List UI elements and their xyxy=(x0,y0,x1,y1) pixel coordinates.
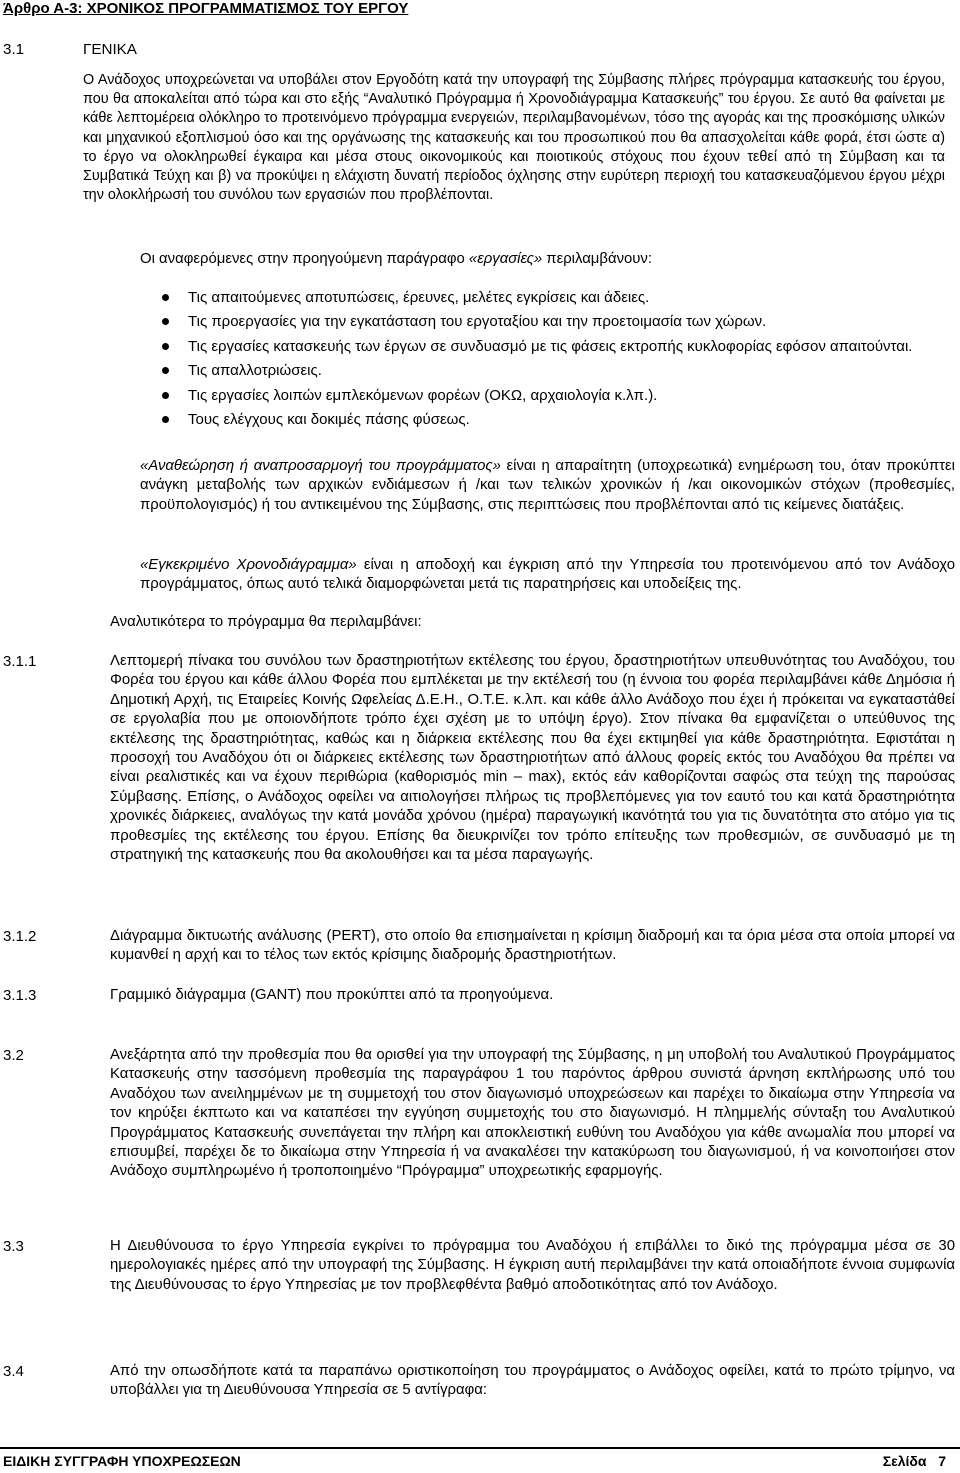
approved-term: «Εγκεκριμένο Χρονοδιάγραμμα» xyxy=(140,557,357,573)
bullet-icon xyxy=(162,318,169,325)
works-lead xyxy=(140,250,940,269)
item-3-2-text: Ανεξάρτητα από την προθεσμία που θα ορισθεί για την υπογραφή της Σύμβασης, η μη υποβολή του Αναλυτικού Προγράμματος Κατασκευής στην τασσόμενη προθεσμία της παραγράφου 1 του παρόντος άρθρου συνιστά άρνηση εκπλήρωσης υπό του Αναδόχου των ανειλημμένων με τη συμμετοχή του στον διαγωνισμό υποχρεώσεων και παρέχει το δικαίωμα στην Υπηρεσία να τον κηρύξει έκπτωτο και να καταπέσει την εγγύηση συμμετοχής του στο διαγωνισμό. Η πλημμελής σύνταξη του Αναλυτικού Προγράμματος Κατασκευής συνεπάγεται την πλήρη και αποκλειστική ευθύνη του Αναδόχου για κάθε ανωμαλία που μπορεί να επισυμβεί, παρέχει δε το δικαίωμα στην Υπηρεσία ή να ανακαλέσει την κατακύρωση του διαγωνισμού, ή να κοινοποιήσει στον Ανάδοχο συμπληρωμένο ή τροποποιημένο “Πρόγραμμα” υποχρεωτικής εφαρμογής. xyxy=(110,1047,955,1180)
section-number: 3.1 xyxy=(3,41,25,58)
works-list xyxy=(140,288,940,429)
works-lead-post: περιλαμβάνουν: xyxy=(542,251,653,267)
list-item: Τις απαλλοτριώσεις. xyxy=(140,361,940,380)
item-3-3-text: Η Διευθύνουσα το έργο Υπηρεσία εγκρίνει το πρόγραμμα του Αναδόχου ή επιβάλλει το δικό της πρόγραμμα μέσα σε 30 ημερολογιακές ημέρες από την υπογραφή της Σύμβασης. Η έγκριση αυτή περιλαμβάνει την κατά οποιαδήποτε έννοια συμφωνία της Διευθύνουσας το έργο Υπηρεσίας με τον προβλεφθέντα βαθμό αποδοτικότητας από τον Ανάδοχο. xyxy=(110,1238,955,1293)
page-number: 7 xyxy=(938,1453,946,1469)
bullet-icon xyxy=(162,367,169,374)
bullet-icon xyxy=(162,416,169,423)
revision-text: είναι η απαραίτητη (υποχρεωτικά) ενημέρωση του, όταν προκύπτει ανάγκη μεταβολής των αρχικών ενδιάμεσων ή /και των τελικών χρονικών ή /και οικονομικών στόχων (προθεσμίες, προϋπολογισμός) ή του αντικειμένου της Σύμβασης, στις περιπτώσεις που προβλέπονται από τις κείμενες διατάξεις. xyxy=(140,458,955,513)
page-label: Σελίδα xyxy=(882,1453,927,1469)
item-number: 3.1.1 xyxy=(3,653,37,670)
item-3-4-text: Από την οπωσδήποτε κατά τα παραπάνω οριστικοποίηση του προγράμματος ο Ανάδοχος οφείλει, κατά το πρώτο τρίμηνο, να υποβάλλει για τη Διευθύνουσα Υπηρεσία σε 5 αντίγραφα: xyxy=(110,1363,955,1399)
revision-paragraph xyxy=(140,457,955,515)
footer-page xyxy=(883,1452,946,1470)
item-number: 3.4 xyxy=(3,1363,24,1380)
approved-text: είναι η αποδοχή και έγκριση από την Υπηρεσία του προτεινόμενου από τον Ανάδοχο προγράμματος, όπως αυτό τελικά διαμορφώνεται μετά τις παρατηρήσεις και υποδείξεις της. xyxy=(140,557,955,593)
footer-title: ΕΙΔΙΚΗ ΣΥΓΓΡΑΦΗ ΥΠΟΧΡΕΩΣΕΩΝ xyxy=(3,1453,241,1469)
list-item: Τις απαιτούμενες αποτυπώσεις, έρευνες, μελέτες εγκρίσεις και άδειες. xyxy=(140,288,940,307)
includes-lead: Αναλυτικότερα το πρόγραμμα θα περιλαμβάνει: xyxy=(110,614,422,630)
item-number: 3.3 xyxy=(3,1238,24,1255)
bullet-icon xyxy=(162,343,169,350)
list-item: Τους ελέγχους και δοκιμές πάσης φύσεως. xyxy=(140,410,940,429)
section-heading: ΓΕΝΙΚΑ xyxy=(83,41,137,58)
footer-divider xyxy=(0,1447,960,1449)
item-3-1-3-text: Γραμμικό διάγραμμα (GANT) που προκύπτει από τα προηγούμενα. xyxy=(110,987,554,1003)
works-lead-term: «εργασίες» xyxy=(468,251,543,267)
item-number: 3.1.2 xyxy=(3,928,37,945)
intro-text: Ο Ανάδοχος υποχρεώνεται να υποβάλει στον Εργοδότη κατά την υπογραφή της Σύμβασης πλήρες πρόγραμμα κατασκευής του έργου, που θα αποκαλείται από τώρα και στο εξής “Αναλυτικό Πρόγραμμα ή Χρονοδιάγραμμα Κατασκευής” του έργου. xyxy=(83,72,945,108)
intro-continuation: Σε αυτό θα φαίνεται με κάθε λεπτομέρεια ολόκληρο το προτεινόμενο πρόγραμμα ενεργειών, περιλαμβανομένων, τόσο της αγοράς και της προσκόμισης υλικών και μηχανικού εξοπλισμού όσο και της οργάνωσης της κατασκευής και του προσωπικού που θα απασχολείται κάθε φορά, έτσι ώστε α) το έργο να ολοκληρωθεί έγκαιρα και μέσα στους οικονομικούς και ποιοτικούς στόχους που έχουν τεθεί από τη Σύμβαση και τα Συμβατικά Τεύχη και β) να προκύψει η ελάχιστη δυνατή περίοδος όχλησης στην ευρύτερη περιοχή του κατασκευαζόμενου έργου μέχρι την ολοκλήρωσή του συνόλου των εργασιών που προβλέπονται. xyxy=(83,91,946,204)
bullet-icon xyxy=(162,392,169,399)
approved-paragraph xyxy=(140,556,955,595)
item-number: 3.2 xyxy=(3,1047,24,1064)
list-item: Τις εργασίες κατασκευής των έργων σε συνδυασμό με τις φάσεις εκτροπής κυκλοφορίας εφόσον απαιτούνται. xyxy=(140,337,940,356)
item-3-1-1-text: Λεπτομερή πίνακα του συνόλου των δραστηριοτήτων εκτέλεσης του έργου, δραστηριοτήτων υπευθυνότητας του Αναδόχου, του Φορέα του έργου και κάθε άλλου Φορέα που εμπλέκεται με την εκτέλεσή του (η έννοια του φορέα περιλαμβάνει κάθε Δημόσια ή Δημοτική Αρχή, τις Εταιρείες Κοινής Ωφελείας Δ.Ε.Η., Ο.Τ.Ε. κ.λπ. και κάθε άλλο Ανάδοχο που έχει ή πρόκειται να εγκαταστάθεί σε εργολαβία που με οποιονδήποτε τρόπο έχει σχέση με το υπόψη έργο). Στον πίνακα θα εμφανίζεται ο υπεύθυνος της εκτέλεσης της δραστηριότητας, καθώς και η διάρκεια εκτέλεσης που θα έχει εκτιμηθεί για κάθε δραστηριότητα. Εφιστάται η προσοχή του Αναδόχου ότι οι διάρκειες εκτέλεσης των δραστηριοτήτων από άλλους φορείς εκτός του Αναδόχου θα πρέπει να είναι ρεαλιστικές και να έχουν περιθώρια (καθορισμός min – max), εκτός εάν καθορίζονται σαφώς στα τεύχη της παρούσας Σύμβασης. Επίσης, ο Ανάδοχος οφείλει να αιτιολογήσει πλήρως τις προβλεπόμενες για τον εαυτό του και κατά δραστηριότητα χρονικές διάρκειες, αναλόγως την κατά μονάδα χρόνου (ημέρα) παραγωγική ικανότητά του για τις δυνατότητα στο ατόμο για τις προθεσμίες της εκτέλεσης του έργου. Επίσης θα διευκρινίζει τον τρόπο επίτευξης των προθεσμιών, σε συνδυασμό με τη στρατηγική της κατασκευής που θα ακολουθήσει και τα μέσα παραγωγής. xyxy=(110,653,955,864)
bullet-icon xyxy=(162,294,169,301)
list-item: Τις προεργασίες για την εγκατάσταση του εργοταξίου και την προετοιμασία των χώρων. xyxy=(140,312,940,331)
revision-term: «Αναθεώρηση ή αναπροσαρμογή του προγράμματος» xyxy=(140,458,501,474)
item-3-1-2-text: Διάγραμμα δικτυωτής ανάλυσης (PERT), στο οποίο θα επισημαίνεται η κρίσιμη διαδρομή και τα όρια μέσα στα οποία μπορεί να κυμανθεί η αρχή και το τέλος των εκτός κρίσιμης διαδρομής δραστηριοτήτων. xyxy=(110,928,955,964)
works-lead-pre: Οι αναφερόμενες στην προηγούμενη παράγραφο xyxy=(140,251,469,267)
intro-paragraph xyxy=(83,71,945,205)
list-item: Τις εργασίες λοιπών εμπλεκόμενων φορέων (ΟΚΩ, αρχαιολογία κ.λπ.). xyxy=(140,386,940,405)
item-number: 3.1.3 xyxy=(3,987,37,1004)
article-title: Άρθρο Α-3: ΧΡΟΝΙΚΟΣ ΠΡΟΓΡΑΜΜΑΤΙΣΜΟΣ ΤΟΥ ΕΡΓΟΥ xyxy=(3,0,409,17)
